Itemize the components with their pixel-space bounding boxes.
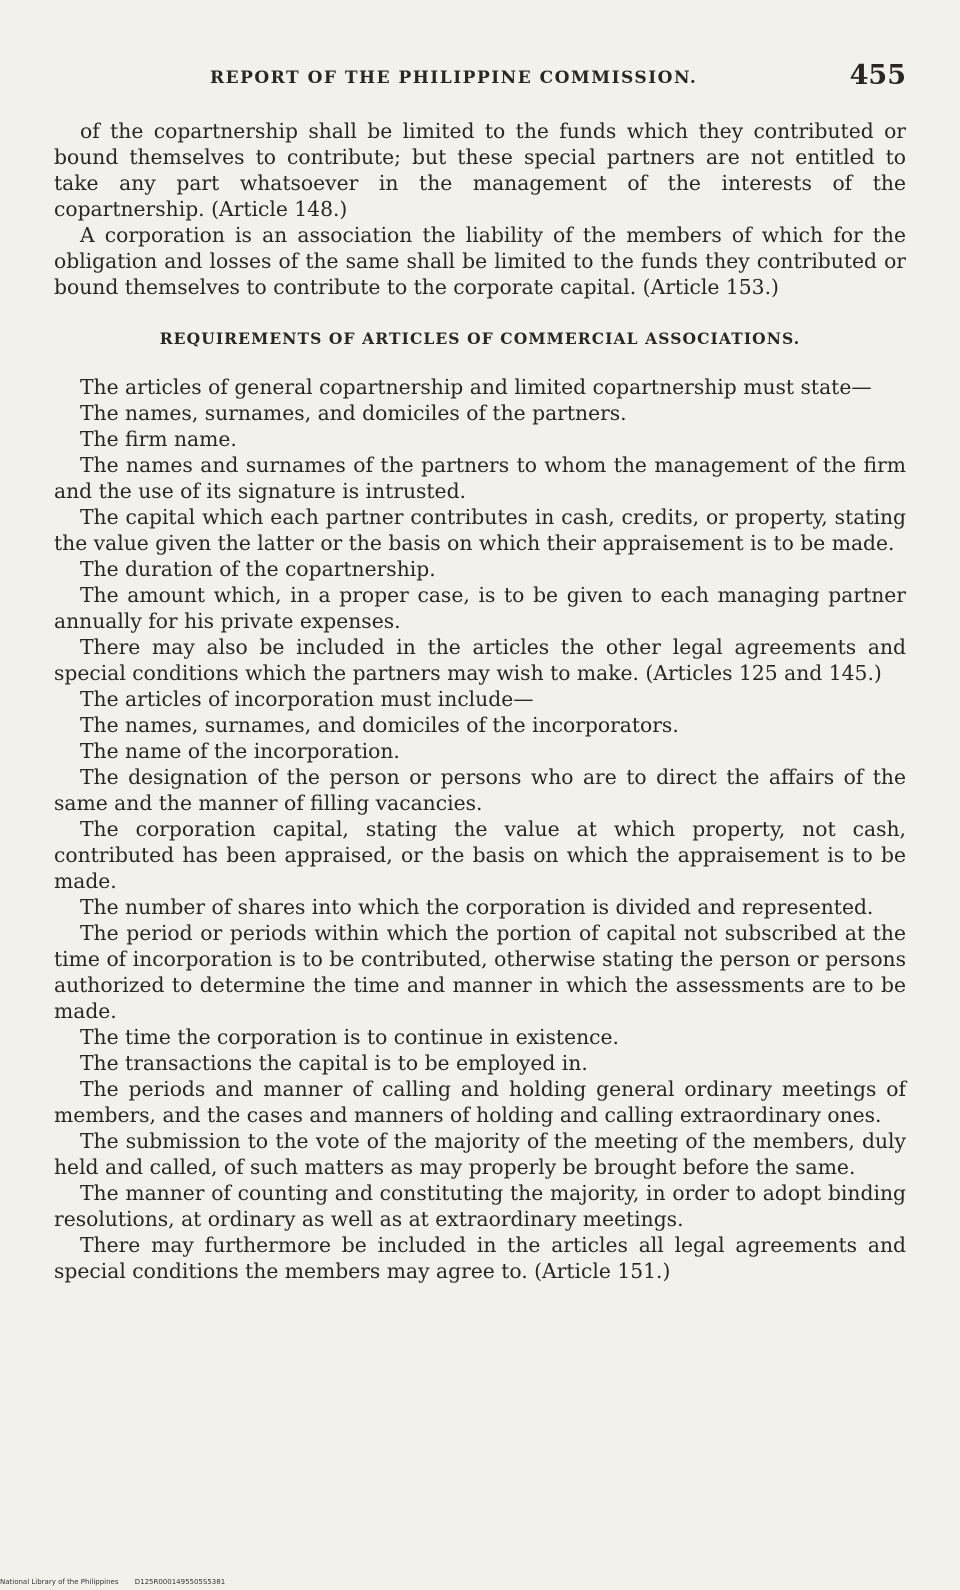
paragraph: The names, surnames, and domiciles of the incorporators. — [80, 713, 679, 737]
paragraph: The period or periods within which the portion of capital not subscribed at the time of incorporation is to be contributed, otherwise stating the person or persons authorized to determine the time and manner in which the assessments are to be made. — [54, 921, 906, 1023]
paragraph: The duration of the copartnership. — [80, 557, 436, 581]
paragraph: The time the corporation is to continue in existence. — [80, 1025, 619, 1049]
paragraph: The transactions the capital is to be employed in. — [80, 1051, 588, 1075]
paragraph: The periods and manner of calling and holding general ordinary meetings of members, and the cases and manners of holding and calling extraordinary ones. — [54, 1077, 906, 1127]
page-header — [60, 60, 906, 100]
paragraph: The manner of counting and constituting the majority, in order to adopt binding resolutions, at ordinary as well as at extraordinary meetings. — [54, 1181, 906, 1231]
page-body — [54, 118, 906, 1284]
scan-footer — [0, 1578, 225, 1586]
paragraph: The number of shares into which the corporation is divided and represented. — [80, 895, 874, 919]
paragraph: The submission to the vote of the majority of the meeting of the members, duly held and called, of such matters as may properly be brought before the same. — [54, 1129, 906, 1179]
paragraph: The amount which, in a proper case, is to be given to each managing partner annually for his private expenses. — [54, 583, 906, 633]
paragraph: There may also be included in the articles the other legal agreements and special conditions which the partners may wish to make. (Articles 125 and 145.) — [54, 635, 906, 685]
paragraph: The corporation capital, stating the value at which property, not cash, contributed has been appraised, or the basis on which the appraisement is to be made. — [54, 817, 906, 893]
paragraph: The capital which each partner contributes in cash, credits, or property, stating the value given the latter or the basis on which their appraisement is to be made. — [54, 505, 906, 555]
paragraph: A corporation is an association the liability of the members of which for the obligation and losses of the same shall be limited to the funds they contributed or bound themselves to contribute to the corporate capital. (Article 153.) — [54, 223, 906, 299]
paragraph: The names, surnames, and domiciles of the partners. — [80, 401, 627, 425]
paragraph: The name of the incorporation. — [80, 739, 400, 763]
section-heading: REQUIREMENTS OF ARTICLES OF COMMERCIAL ASSOCIATIONS. — [159, 329, 801, 348]
paragraph: There may furthermore be included in the articles all legal agreements and special conditions the members may agree to. (Article 151.) — [54, 1233, 906, 1283]
paragraph: The articles of incorporation must include— — [80, 687, 534, 711]
paragraph: of the copartnership shall be limited to the funds which they contributed or bound themselves to contribute; but these special partners are not entitled to take any part whatsoever in the management of the interests of the copartnership. (Article 148.) — [54, 119, 906, 221]
page-number: 455 — [849, 60, 906, 91]
library-credit: National Library of the Philippines — [0, 1578, 119, 1586]
running-head: REPORT OF THE PHILIPPINE COMMISSION. — [210, 68, 698, 88]
paragraph: The designation of the person or persons who are to direct the affairs of the same and the manner of filling vacancies. — [54, 765, 906, 815]
paragraph: The firm name. — [80, 427, 237, 451]
paragraph: The articles of general copartnership and limited copartnership must state— — [80, 375, 872, 399]
scan-identifier: D125R0001495505S5381 — [134, 1578, 226, 1586]
paragraph: The names and surnames of the partners to whom the management of the firm and the use of its signature is intrusted. — [54, 453, 906, 503]
